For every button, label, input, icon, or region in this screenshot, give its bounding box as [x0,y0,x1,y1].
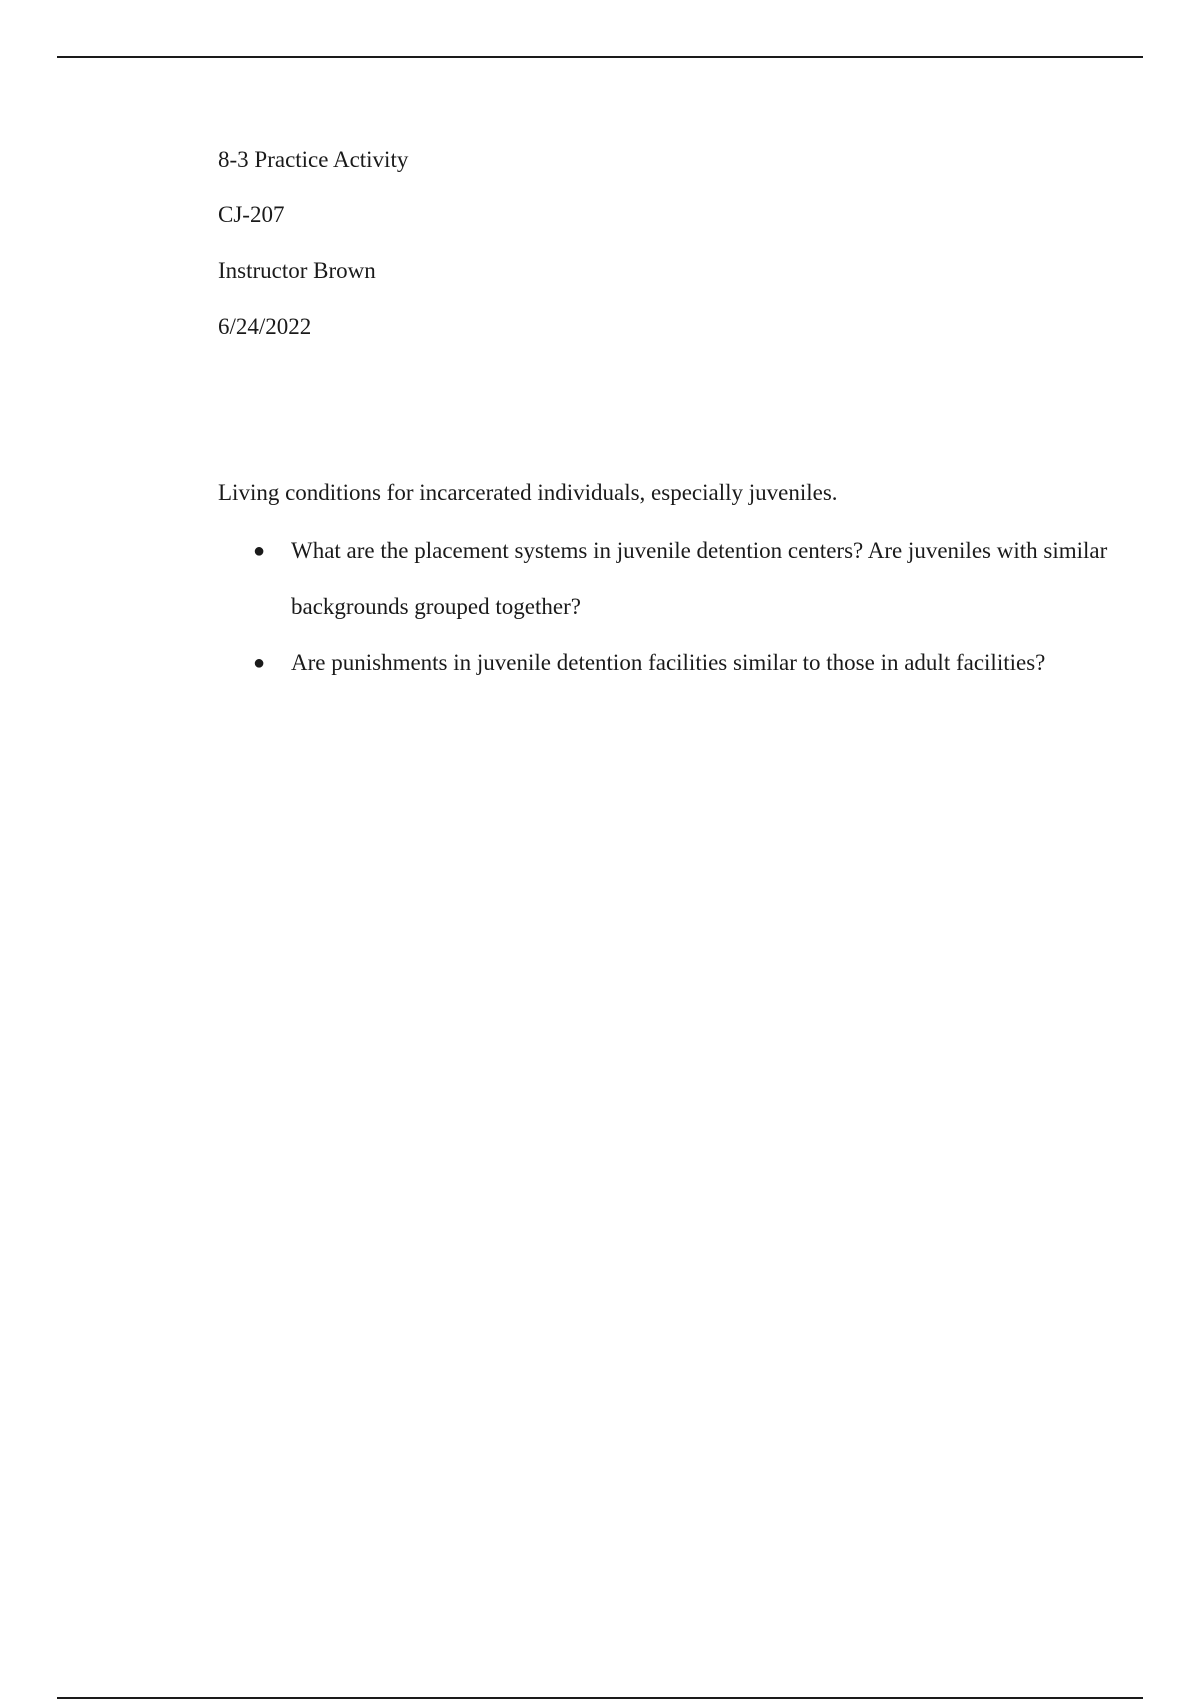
submission-date: 6/24/2022 [218,314,312,339]
assignment-title: 8-3 Practice Activity [218,147,409,172]
list-item-text: What are the placement systems in juvenile detention centers? Are juveniles with similar backgrounds grouped together? [291,538,1108,619]
topic-statement: Living conditions for incarcerated individuals, especially juveniles. [218,480,838,505]
top-rule [57,56,1143,58]
bullet-icon: ● [253,540,266,562]
bottom-rule [57,1697,1143,1699]
list-item [218,523,1121,635]
instructor-name: Instructor Brown [218,258,376,283]
bullet-icon: ● [253,652,266,674]
list-item [218,635,1121,691]
list-item-text: Are punishments in juvenile detention facilities similar to those in adult facilities? [291,650,1046,675]
course-code: CJ-207 [218,202,285,227]
question-list [218,523,1118,691]
